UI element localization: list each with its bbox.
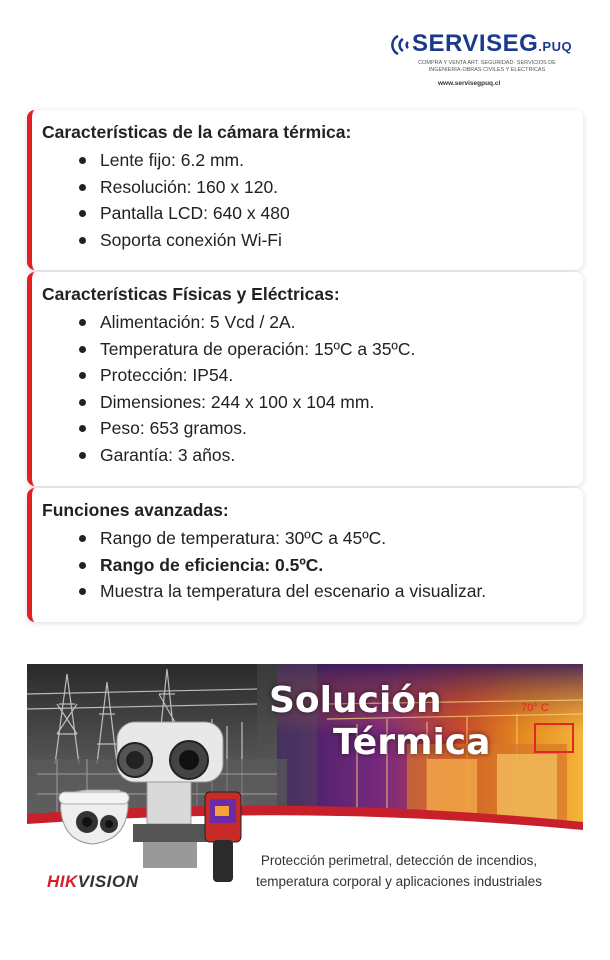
list-item: Pantalla LCD: 640 x 480 (100, 200, 569, 227)
list-item: Protección: IP54. (100, 362, 569, 389)
feature-list (42, 309, 569, 468)
list-item: Muestra la temperatura del escenario a visualizar. (100, 578, 569, 605)
caption-line: temperatura corporal y aplicaciones industriales (256, 874, 542, 889)
hikvision-logo-hi: HIK (47, 872, 78, 891)
banner-title-line2: Térmica (333, 722, 491, 763)
list-item: Garantía: 3 años. (100, 442, 569, 469)
list-item: Peso: 653 gramos. (100, 415, 569, 442)
thermal-solution-banner (27, 664, 583, 936)
feature-list (42, 525, 569, 605)
advanced-functions-card (27, 488, 583, 622)
list-item: Rango de temperatura: 30ºC a 45ºC. (100, 525, 569, 552)
hikvision-logo-vision: VISION (77, 872, 139, 891)
list-item: Temperatura de operación: 15ºC a 35ºC. (100, 336, 569, 363)
signal-waves-icon (388, 32, 414, 58)
card-title: Funciones avanzadas: (42, 500, 229, 520)
card-title: Características de la cámara térmica: (42, 122, 352, 142)
physical-electrical-features-card (27, 272, 583, 486)
list-item: Soporta conexión Wi-Fi (100, 227, 569, 254)
brand-tagline: COMPRA Y VENTA ART. SEGURIDAD· SERVICIOS DE INGENIERIA·OBRAS CIVILES Y ELECTRICAS (418, 60, 556, 73)
brand-name: SERVISEG.PUQ (412, 30, 573, 57)
list-item: Lente fijo: 6.2 mm. (100, 147, 569, 174)
list-item: Dimensiones: 244 x 100 x 104 mm. (100, 389, 569, 416)
list-item: Resolución: 160 x 120. (100, 174, 569, 201)
brand-suffix: .PUQ (538, 39, 573, 54)
feature-list (42, 147, 569, 253)
thermal-camera-features-card (27, 110, 583, 270)
banner-caption (223, 850, 575, 892)
website-url: www.servisegpuq.cl (438, 80, 501, 87)
list-item: Alimentación: 5 Vcd / 2A. (100, 309, 569, 336)
caption-line: Protección perimetral, detección de incendios, (260, 853, 538, 868)
banner-title-line1: Solución (269, 680, 442, 721)
temperature-label: 70° C (521, 702, 549, 714)
card-title: Características Físicas y Eléctricas: (42, 284, 340, 304)
hikvision-logo (47, 872, 138, 892)
serviseg-logo (388, 30, 578, 90)
list-item: Rango de eficiencia: 0.5ºC. (100, 552, 569, 579)
